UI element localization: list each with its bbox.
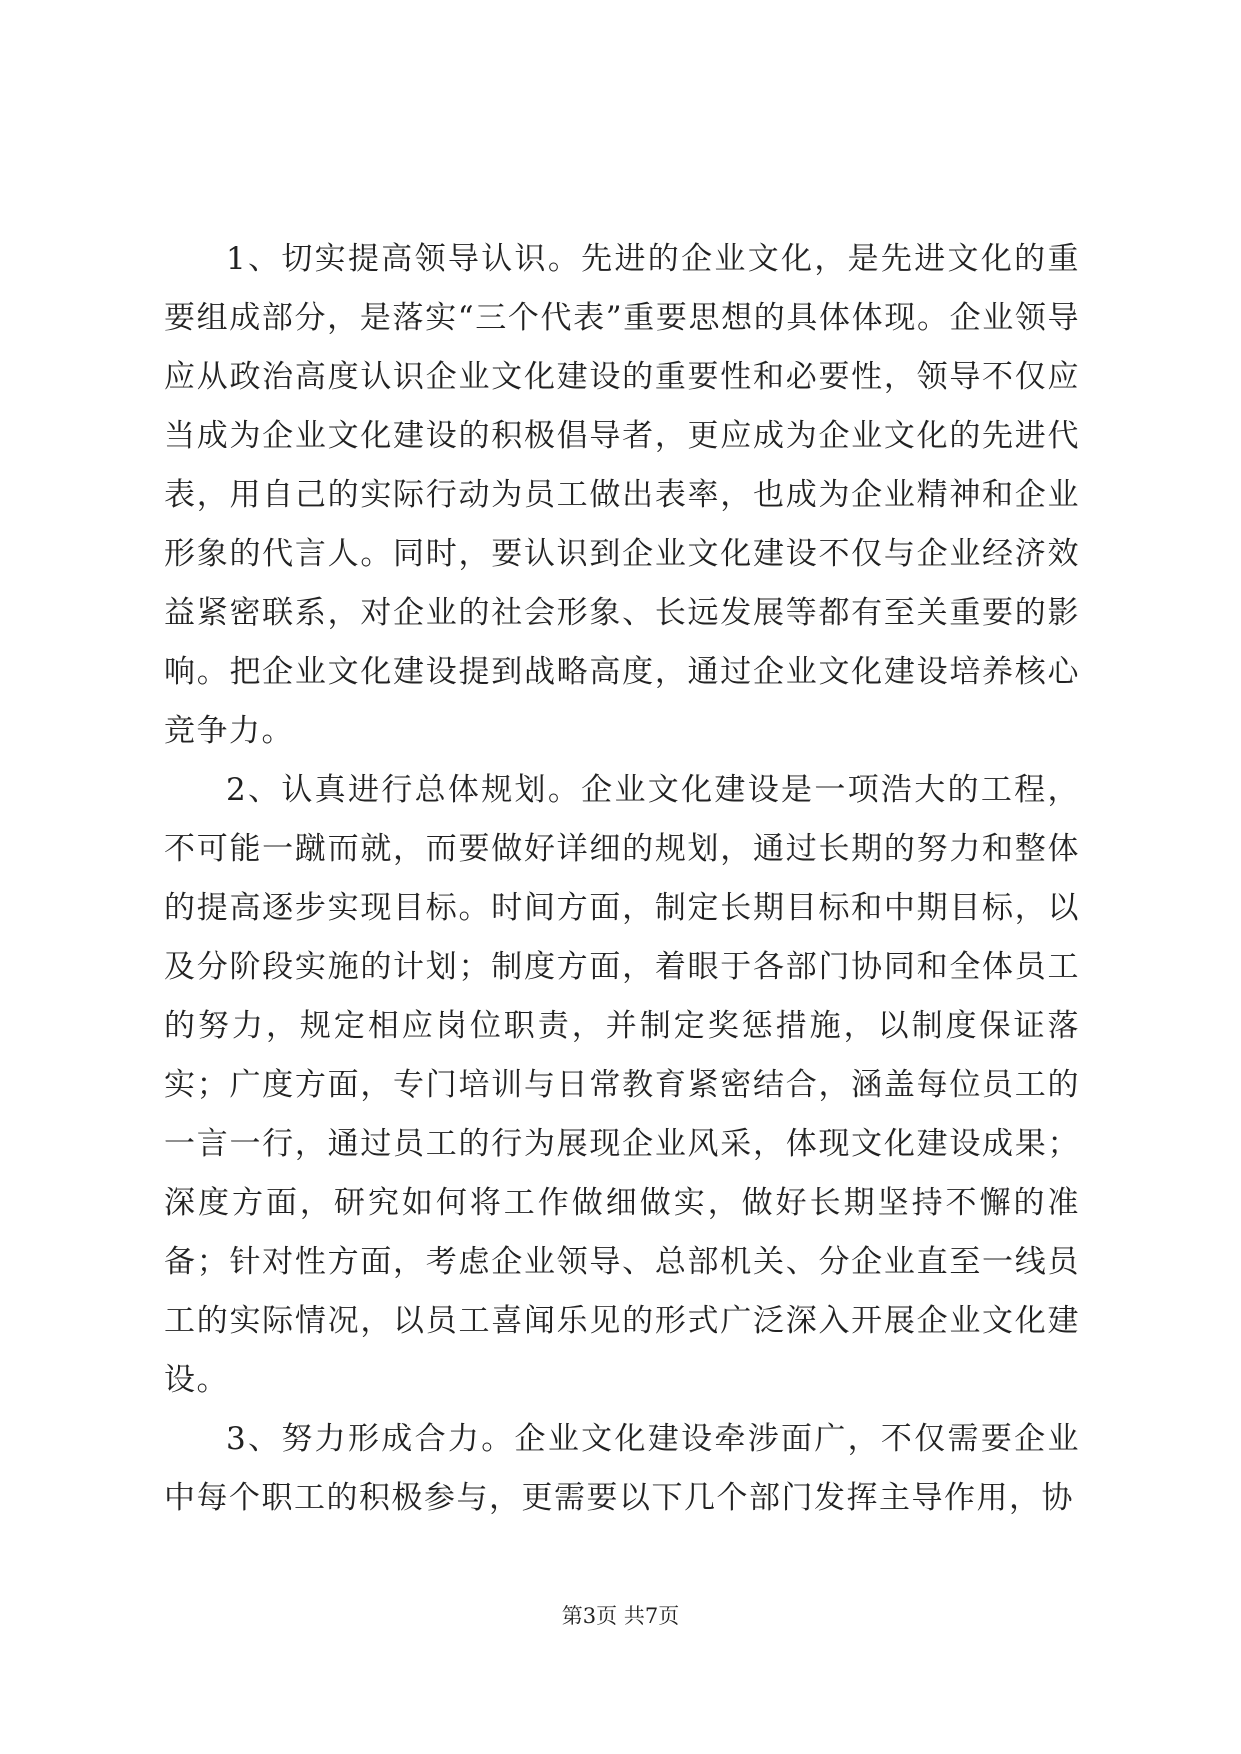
page-number-footer: 第3页 共7页 (561, 1604, 680, 1628)
paragraph-3: 3、努力形成合力。企业文化建设牵涉面广，不仅需要企业中每个职工的积极参与，更需要以下几个部门发挥主导作用，协 (164, 1421, 1080, 1516)
paragraph-2: 2、认真进行总体规划。企业文化建设是一项浩大的工程，不可能一蹴而就，而要做好详细的规划，通过长期的努力和整体的提高逐步实现目标。时间方面，制定长期目标和中期目标，以及分阶段实施的计划；制度方面，着眼于各部门协同和全体员工的努力，规定相应岗位职责，并制定奖惩措施，以制度保证落实；广度方面，专门培训与日常教育紧密结合，涵盖每位员工的一言一行，通过员工的行为展现企业风采，体现文化建设成果；深度方面，研究如何将工作做细做实，做好长期坚持不懈的准备；针对性方面，考虑企业领导、总部机关、分企业直至一线员工的实际情况，以员工喜闻乐见的形式广泛深入开展企业文化建设。 (164, 772, 1080, 1398)
document-body (164, 230, 1080, 1528)
paragraph-1: 1、切实提高领导认识。先进的企业文化，是先进文化的重要组成部分，是落实“三个代表”重要思想的具体体现。企业领导应从政治高度认识企业文化建设的重要性和必要性，领导不仅应当成为企业文化建设的积极倡导者，更应成为企业文化的先进代表，用自己的实际行动为员工做出表率，也成为企业精神和企业形象的代言人。同时，要认识到企业文化建设不仅与企业经济效益紧密联系，对企业的社会形象、长远发展等都有至关重要的影响。把企业文化建设提到战略高度，通过企业文化建设培养核心竞争力。 (164, 241, 1080, 749)
